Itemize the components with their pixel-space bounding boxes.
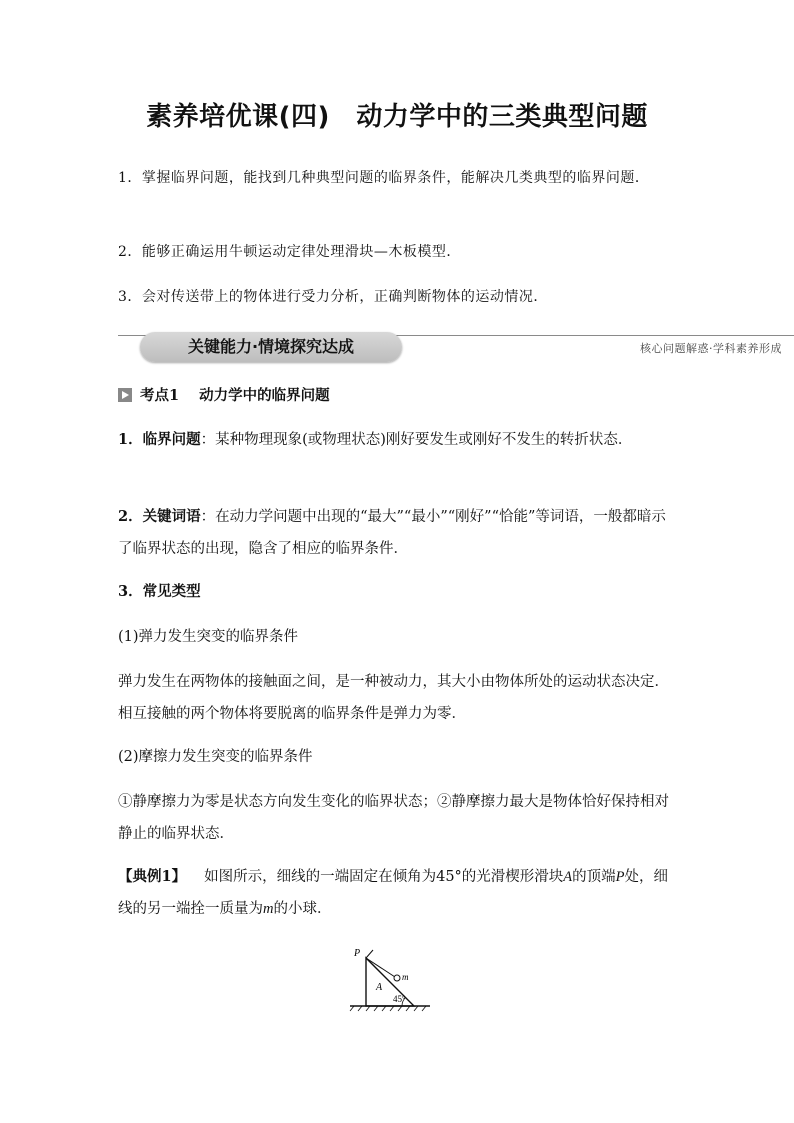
banner-title: 关键能力·情境探究达成 <box>187 337 355 356</box>
heading-common-types: 3．常见类型 <box>118 583 201 600</box>
label-angle: 45° <box>393 994 406 1004</box>
paragraph-friction-force: ①静摩擦力为零是状态方向发生变化的临界状态；②静摩擦力最大是物体恰好保持相对静止的临界状态． <box>118 794 669 842</box>
label-m: m <box>402 972 409 982</box>
example-var-a: A <box>563 869 573 885</box>
paragraph-critical-problem <box>118 424 678 456</box>
heading-friction-force: (2)摩擦力发生突变的临界条件 <box>118 749 313 765</box>
page-title: 素养培优课(四) 动力学中的三类典型问题 <box>146 102 648 132</box>
example-text-2: 的顶端 <box>572 869 616 885</box>
wedge-block <box>366 958 414 1006</box>
paragraph-elastic-force: 弹力发生在两物体的接触面之间，是一种被动力，其大小由物体所处的运动状态决定．相互接触的两个物体将要脱离的临界条件是弹力为零． <box>118 674 669 722</box>
example-var-p: P <box>615 869 625 885</box>
heading-elastic-force: (1)弹力发生突变的临界条件 <box>118 629 299 645</box>
example-var-m: m <box>263 901 274 917</box>
label-a: A <box>376 982 383 993</box>
example-tag: 【典例1】 <box>118 868 187 885</box>
banner-subtitle: 核心问题解惑·学科素养形成 <box>640 342 782 355</box>
example-1 <box>118 861 678 925</box>
term-critical-problem: 1．临界问题 <box>118 431 201 448</box>
play-icon <box>118 388 132 402</box>
keywords-text: ：在动力学问题中出现的“最大”“最小”“刚好”“恰能”等词语，一般都暗示了临界状态的出现，隐含了相应的临界条件． <box>118 509 666 557</box>
label-p: P <box>354 948 361 959</box>
term-keywords: 2．关键词语 <box>118 508 201 525</box>
example-text-4: 的小球． <box>273 901 332 917</box>
paragraph-keywords <box>118 501 678 565</box>
example-text-3: 处，细线的另一端拴一质量为 <box>118 869 669 917</box>
kaodian-label: 考点1 <box>140 387 180 404</box>
wall-stub <box>366 950 373 958</box>
kaodian-heading <box>118 384 330 408</box>
section-banner <box>118 330 794 364</box>
objective-2: 2．能够正确运用牛顿运动定律处理滑块—木板模型． <box>118 244 461 260</box>
critical-problem-text: ：某种物理现象(或物理状态)刚好要发生或刚好不发生的转折状态． <box>200 432 633 448</box>
string-line <box>366 958 395 977</box>
objective-1: 1．掌握临界问题，能找到几种典型问题的临界条件，能解决几类典型的临界问题． <box>118 170 650 186</box>
ball <box>394 975 400 981</box>
banner-tag <box>140 332 402 362</box>
kaodian-text: 动力学中的临界问题 <box>199 387 330 404</box>
objective-3: 3．会对传送带上的物体进行受力分析，正确判断物体的运动情况． <box>118 289 548 305</box>
wedge-figure <box>338 940 438 1015</box>
example-text-1: 如图所示，细线的一端固定在倾角为45°的光滑楔形滑块 <box>204 869 564 885</box>
